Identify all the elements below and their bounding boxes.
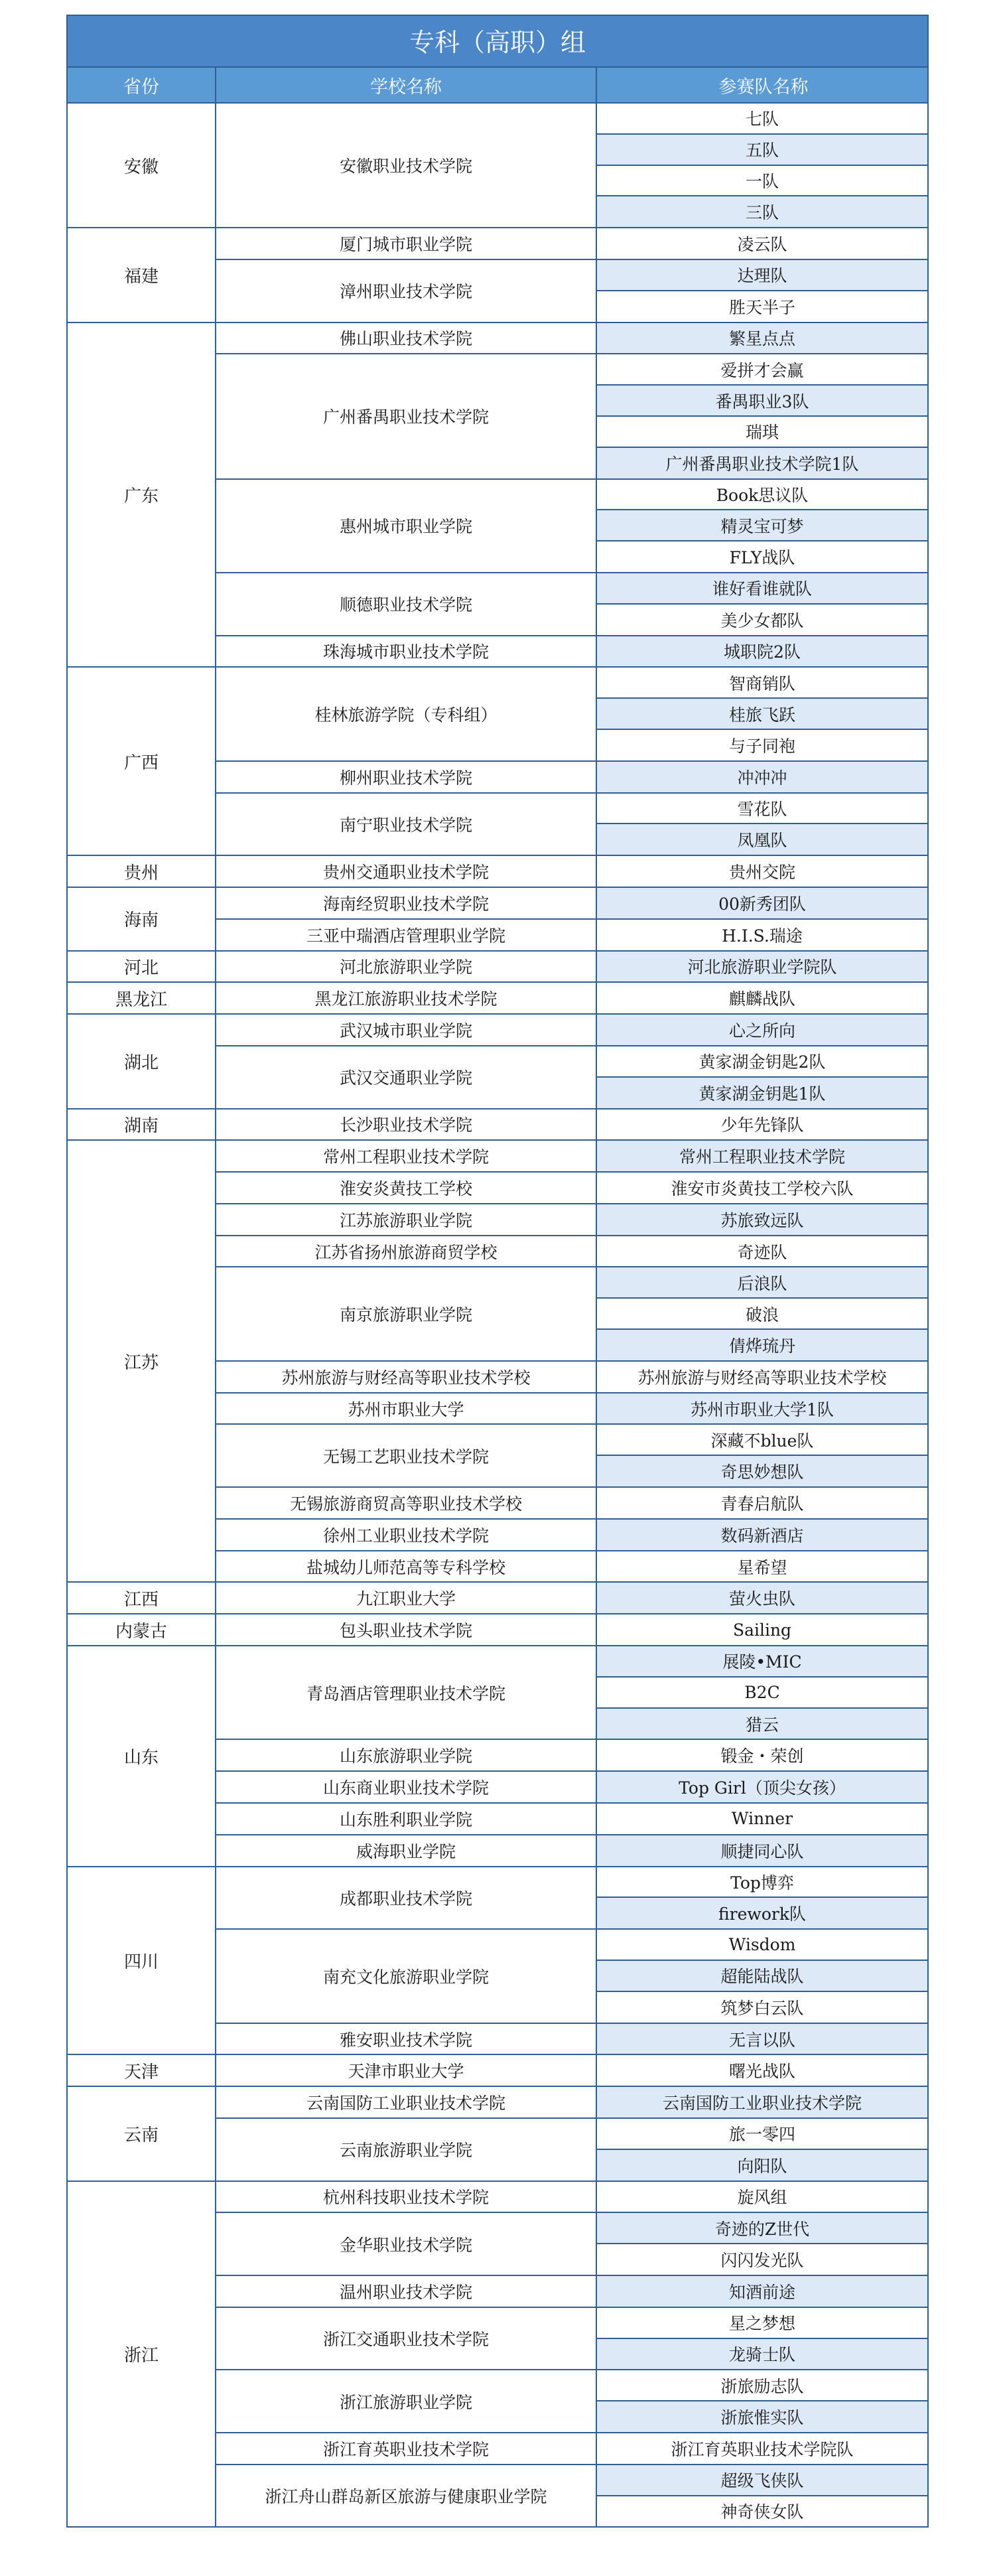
team-name: Top博弈 (597, 1867, 927, 1898)
team-list (597, 1740, 927, 1770)
team-name: 奇迹的Z世代 (597, 2213, 927, 2244)
school-row (216, 1772, 927, 1804)
school-name: 无锡工艺职业技术学院 (216, 1425, 597, 1486)
team-name: 破浪 (597, 1299, 927, 1330)
team-name: Top Girl（顶尖女孩） (597, 1772, 927, 1802)
school-name: 贵州交通职业技术学院 (216, 856, 597, 887)
team-list (597, 2087, 927, 2117)
team-name: 黄家湖金钥匙1队 (597, 1078, 927, 1108)
team-list (597, 1867, 927, 1929)
team-name: 与子同袍 (728, 736, 795, 756)
team-list (597, 323, 927, 354)
school-name: 桂林旅游学院（专科组） (216, 668, 597, 760)
team-name: 爱拼才会赢 (597, 354, 927, 386)
header-team: 参赛队名称 (718, 76, 809, 98)
team-name: 倩烨琉丹 (597, 1330, 927, 1360)
team-name: 筑梦白云队 (720, 1998, 804, 2018)
team-name: 奇迹队 (737, 1242, 787, 1262)
team-name: Book思议队 (597, 480, 927, 511)
team-name: 00新秀团队 (597, 888, 927, 918)
school-row (216, 1362, 927, 1394)
team-name: 雪花队 (597, 794, 927, 825)
school-row (216, 573, 927, 636)
team-list (597, 2055, 927, 2086)
school-list (216, 323, 927, 667)
school-name: 武汉交通职业学院 (216, 1046, 597, 1108)
province-group (68, 1867, 927, 2056)
team-name: 智商销队 (597, 668, 927, 699)
school-name: 惠州城市职业学院 (216, 480, 597, 572)
province-group (68, 856, 927, 888)
team-name: 三队 (597, 196, 927, 227)
school-name: 珠海城市职业技术学院 (216, 636, 597, 667)
team-list (597, 104, 927, 227)
team-list (597, 1425, 927, 1486)
school-name: 黑龙江旅游职业技术学院 (216, 983, 597, 1013)
school-row (216, 1740, 927, 1772)
school-name: 山东商业职业技术学院 (216, 1772, 597, 1802)
school-name: 海南经贸职业技术学院 (216, 888, 597, 918)
team-name: 向阳队 (597, 2150, 927, 2181)
team-list (597, 228, 927, 259)
province-group (68, 1015, 927, 1109)
school-row (216, 920, 927, 950)
school-row (216, 2024, 927, 2054)
team-name: 深藏不blue队 (597, 1425, 927, 1456)
team-list (597, 1204, 927, 1235)
team-name: 曙光战队 (728, 2062, 795, 2082)
team-name: 淮安市炎黄技工学校六队 (671, 1179, 854, 1198)
school-name: 河北旅游职业学院 (216, 952, 597, 982)
team-list (597, 762, 927, 792)
team-name: 七队 (597, 104, 927, 135)
team-name: H.I.S.瑞途 (722, 926, 803, 946)
school-row (216, 1835, 927, 1866)
school-name: 长沙职业技术学院 (216, 1109, 597, 1140)
team-list (597, 1362, 927, 1392)
school-row (216, 1236, 927, 1268)
school-name: 杭州科技职业技术学院 (216, 2182, 597, 2212)
school-row (216, 952, 927, 982)
team-name: 美少女都队 (720, 610, 804, 630)
school-list (216, 228, 927, 321)
school-row (216, 1046, 927, 1108)
province-group (68, 323, 927, 668)
team-name: 苏州市职业大学1队 (597, 1394, 927, 1424)
school-row (216, 1204, 927, 1236)
team-name: 城职院2队 (597, 636, 927, 667)
team-name: Wisdom (597, 1930, 927, 1961)
school-name: 青岛酒店管理职业技术学院 (216, 1646, 597, 1739)
province-group (68, 104, 927, 228)
team-name: 锻金・荣创 (720, 1747, 804, 1766)
school-name: 浙江育英职业技术学院 (216, 2433, 597, 2464)
table-title: 专科（高职）组 (66, 15, 929, 68)
team-name: 胜天半子 (728, 297, 795, 317)
province-name: 海南 (68, 888, 216, 950)
school-row (216, 1425, 927, 1488)
province-name: 江西 (68, 1583, 216, 1613)
team-name: 闪闪发光队 (720, 2251, 804, 2271)
team-name: 旅一零四 (597, 2119, 927, 2150)
province-name: 四川 (68, 1867, 216, 2054)
province-group (68, 228, 927, 322)
school-list (216, 104, 927, 227)
team-list (597, 1551, 927, 1582)
team-list (597, 1772, 927, 1802)
school-name: 佛山职业技术学院 (216, 323, 597, 354)
team-name: firework队 (597, 1898, 927, 1928)
school-name: 无锡旅游商贸高等职业技术学校 (216, 1488, 597, 1518)
school-list (216, 856, 927, 887)
team-name: Winner (731, 1809, 793, 1829)
school-row (216, 1646, 927, 1740)
team-name: 贵州交院 (728, 863, 795, 883)
school-row (216, 2119, 927, 2181)
team-name: 青春启航队 (720, 1494, 804, 1514)
team-name: 知酒前途 (597, 2276, 927, 2307)
school-row (216, 794, 927, 855)
province-name: 湖南 (68, 1109, 216, 1140)
school-name: 浙江舟山群岛新区旅游与健康职业学院 (216, 2465, 597, 2527)
team-name: 五队 (597, 135, 927, 166)
school-row (216, 1583, 927, 1613)
header-school: 学校名称 (216, 68, 597, 102)
school-row (216, 480, 927, 573)
team-list (597, 888, 927, 918)
school-list (216, 1141, 927, 1581)
school-name: 柳州职业技术学院 (216, 762, 597, 792)
team-name: 凌云队 (737, 235, 787, 255)
province-group (68, 1141, 927, 1583)
school-row (216, 1015, 927, 1046)
school-name: 威海职业学院 (216, 1835, 597, 1866)
team-list (597, 1046, 927, 1108)
school-row (216, 2182, 927, 2214)
team-list (597, 1614, 927, 1645)
team-name: 河北旅游职业学院队 (597, 952, 927, 982)
team-list (597, 1394, 927, 1424)
team-list (597, 856, 927, 887)
school-name: 南充文化旅游职业学院 (216, 1930, 597, 2022)
team-name: 广州番禺职业技术学院1队 (597, 448, 927, 478)
team-name: 苏州旅游与财经高等职业技术学校 (637, 1368, 887, 1388)
school-name: 淮安炎黄技工学校 (216, 1173, 597, 1203)
team-name: 星之梦想 (597, 2308, 927, 2339)
team-name: 奇思妙想队 (597, 1456, 927, 1486)
school-row (216, 2213, 927, 2276)
school-list (216, 1646, 927, 1866)
school-name: 广州番禺职业技术学院 (216, 354, 597, 478)
team-list (597, 2370, 927, 2432)
school-row (216, 636, 927, 667)
province-name: 黑龙江 (68, 983, 216, 1013)
team-list (597, 2276, 927, 2307)
team-list (597, 2024, 927, 2054)
school-name: 天津市职业大学 (216, 2055, 597, 2086)
school-name: 漳州职业技术学院 (216, 260, 597, 322)
province-name: 天津 (68, 2055, 216, 2086)
team-name: 繁星点点 (597, 323, 927, 354)
team-name: 达理队 (597, 260, 927, 291)
province-group (68, 1646, 927, 1867)
school-name: 山东胜利职业学院 (216, 1804, 597, 1834)
team-name: 精灵宝可梦 (597, 510, 927, 541)
school-name: 九江职业大学 (216, 1583, 597, 1613)
school-name: 江苏旅游职业学院 (216, 1204, 597, 1235)
team-list (597, 1646, 927, 1739)
team-list (597, 573, 927, 635)
team-name: 心之所向 (597, 1015, 927, 1045)
province-name: 江苏 (68, 1141, 216, 1581)
team-name: 超级飞侠队 (597, 2465, 927, 2496)
school-name: 厦门城市职业学院 (216, 228, 597, 259)
province-group (68, 1109, 927, 1141)
team-list (597, 2213, 927, 2275)
team-list (597, 1236, 927, 1267)
school-row (216, 260, 927, 322)
school-list (216, 983, 927, 1013)
school-name: 苏州市职业大学 (216, 1394, 597, 1424)
school-row (216, 354, 927, 479)
school-list (216, 2055, 927, 2086)
team-list (597, 636, 927, 667)
province-name: 广东 (68, 323, 216, 667)
province-group (68, 1614, 927, 1646)
team-name: 无言以队 (597, 2024, 927, 2054)
school-row (216, 2433, 927, 2465)
school-list (216, 1109, 927, 1140)
school-name: 雅安职业技术学院 (216, 2024, 597, 2054)
team-list (597, 480, 927, 572)
team-name: Sailing (732, 1620, 792, 1640)
province-name: 山东 (68, 1646, 216, 1866)
team-name: 神奇侠女队 (720, 2502, 804, 2522)
school-row (216, 1109, 927, 1140)
school-row (216, 1520, 927, 1551)
province-group (68, 1583, 927, 1614)
school-name: 成都职业技术学院 (216, 1867, 597, 1929)
table-body (66, 104, 929, 2528)
school-list (216, 668, 927, 855)
school-row (216, 2465, 927, 2527)
team-list (597, 1488, 927, 1518)
team-list (597, 1930, 927, 2022)
school-name: 温州职业技术学院 (216, 2276, 597, 2307)
team-name: 一队 (597, 166, 927, 197)
school-list (216, 1583, 927, 1613)
school-row (216, 1614, 927, 1645)
school-list (216, 1867, 927, 2054)
school-list (216, 2087, 927, 2180)
team-list (597, 1173, 927, 1203)
school-row (216, 323, 927, 355)
province-name: 湖北 (68, 1015, 216, 1108)
school-name: 安徽职业技术学院 (216, 104, 597, 227)
school-name: 三亚中瑞酒店管理职业学院 (216, 920, 597, 950)
team-list (597, 1267, 927, 1360)
school-row (216, 1804, 927, 1835)
team-list (597, 1141, 927, 1171)
province-group (68, 888, 927, 952)
province-group (68, 2055, 927, 2087)
province-group (68, 2182, 927, 2527)
team-name: 顺捷同心队 (597, 1835, 927, 1866)
province-name: 河北 (68, 952, 216, 982)
team-list (597, 1520, 927, 1550)
team-name: 浙旅励志队 (597, 2370, 927, 2401)
team-list (597, 2465, 927, 2527)
team-list (597, 1583, 927, 1613)
team-list (597, 983, 927, 1013)
school-row (216, 856, 927, 887)
school-row (216, 1867, 927, 1930)
header-province: 省份 (68, 68, 216, 102)
table-header-row (66, 68, 929, 104)
team-list (597, 1015, 927, 1045)
team-name: 猎云 (597, 1709, 927, 1739)
team-list (597, 260, 927, 322)
school-row (216, 762, 927, 794)
team-name: 桂旅飞跃 (597, 699, 927, 730)
school-row (216, 2308, 927, 2371)
team-list (597, 354, 927, 478)
team-name: 云南国防工业职业技术学院 (597, 2087, 927, 2117)
team-list (597, 794, 927, 855)
school-name: 盐城幼儿师范高等专科学校 (216, 1551, 597, 1582)
school-row (216, 983, 927, 1013)
school-name: 徐州工业职业技术学院 (216, 1520, 597, 1550)
province-group (68, 2087, 927, 2181)
school-row (216, 228, 927, 260)
team-list (597, 920, 927, 950)
school-list (216, 952, 927, 982)
province-name: 浙江 (68, 2182, 216, 2527)
school-row (216, 888, 927, 920)
school-name: 云南国防工业职业技术学院 (216, 2087, 597, 2117)
team-name: 超能陆战队 (597, 1961, 927, 1992)
team-name: 浙旅惟实队 (597, 2401, 927, 2432)
team-name: 冲冲冲 (597, 762, 927, 792)
school-row (216, 1488, 927, 1520)
school-row (216, 2087, 927, 2119)
school-row (216, 2276, 927, 2308)
school-row (216, 1930, 927, 2023)
team-list (597, 1804, 927, 1834)
school-name: 金华职业技术学院 (216, 2213, 597, 2275)
school-list (216, 1614, 927, 1645)
school-row (216, 2370, 927, 2433)
school-name: 包头职业技术学院 (216, 1614, 597, 1645)
school-list (216, 888, 927, 950)
school-row (216, 1141, 927, 1173)
team-list (597, 2308, 927, 2370)
province-group (68, 668, 927, 856)
team-list (597, 2119, 927, 2181)
school-name: 山东旅游职业学院 (216, 1740, 597, 1770)
school-name: 浙江交通职业技术学院 (216, 2308, 597, 2370)
team-name: 少年先锋队 (720, 1115, 804, 1135)
school-row (216, 1394, 927, 1425)
team-list (597, 1835, 927, 1866)
school-row (216, 668, 927, 761)
school-name: 南京旅游职业学院 (216, 1267, 597, 1360)
province-group (68, 952, 927, 983)
school-name: 武汉城市职业学院 (216, 1015, 597, 1045)
province-name: 内蒙古 (68, 1614, 216, 1645)
team-name: 瑞琪 (597, 417, 927, 448)
province-name: 广西 (68, 668, 216, 855)
team-name: 凤凰队 (597, 824, 927, 855)
team-name: 龙骑士队 (597, 2339, 927, 2370)
school-row (216, 1173, 927, 1204)
team-name: 旋风组 (737, 2188, 787, 2208)
school-name: 云南旅游职业学院 (216, 2119, 597, 2181)
team-name: 星希望 (737, 1557, 787, 1577)
team-name: 后浪队 (597, 1267, 927, 1299)
team-name: 展陵•MIC (597, 1646, 927, 1678)
team-name: 番禺职业3队 (597, 386, 927, 417)
team-name: 数码新酒店 (597, 1520, 927, 1550)
team-list (597, 952, 927, 982)
team-name: 谁好看谁就队 (597, 573, 927, 605)
school-name: 江苏省扬州旅游商贸学校 (216, 1236, 597, 1267)
school-name: 苏州旅游与财经高等职业技术学校 (216, 1362, 597, 1392)
school-row (216, 2055, 927, 2086)
province-name: 安徽 (68, 104, 216, 227)
team-list (597, 2182, 927, 2212)
school-row (216, 104, 927, 227)
school-name: 浙江旅游职业学院 (216, 2370, 597, 2432)
team-list-table (66, 15, 929, 2528)
team-name: 麒麟战队 (728, 989, 795, 1009)
team-name: B2C (597, 1678, 927, 1709)
team-name: 浙江育英职业技术学院队 (671, 2439, 854, 2459)
team-list (597, 668, 927, 760)
province-name: 福建 (68, 228, 216, 321)
team-name: FLY战队 (729, 548, 795, 568)
team-name: 黄家湖金钥匙2队 (597, 1046, 927, 1078)
school-row (216, 1267, 927, 1361)
team-name: 苏旅致远队 (597, 1204, 927, 1235)
province-name: 云南 (68, 2087, 216, 2180)
school-list (216, 2182, 927, 2527)
team-list (597, 1109, 927, 1140)
province-group (68, 983, 927, 1015)
school-name: 南宁职业技术学院 (216, 794, 597, 855)
team-name: 萤火虫队 (597, 1583, 927, 1613)
school-name: 常州工程职业技术学院 (216, 1141, 597, 1171)
province-name: 贵州 (68, 856, 216, 887)
school-row (216, 1551, 927, 1582)
team-list (597, 2433, 927, 2464)
team-name: 常州工程职业技术学院 (597, 1141, 927, 1171)
school-name: 顺德职业技术学院 (216, 573, 597, 635)
school-list (216, 1015, 927, 1108)
